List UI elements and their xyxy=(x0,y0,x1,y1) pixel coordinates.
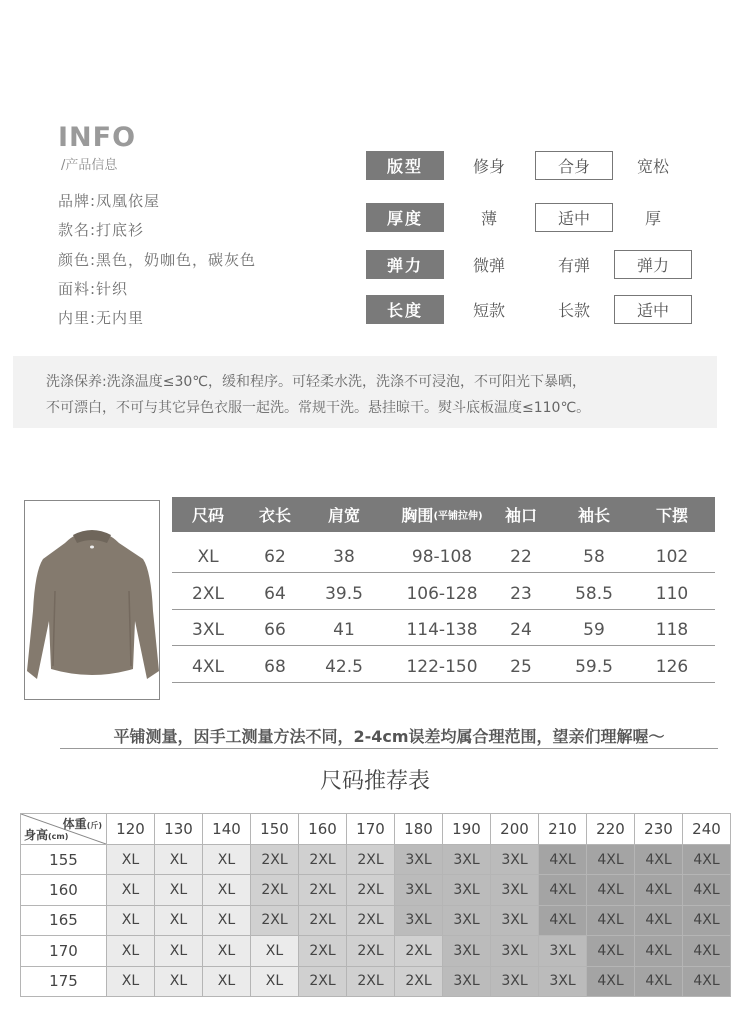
weight-header-cell: 120 xyxy=(106,813,155,845)
size-recommend-cell: 4XL xyxy=(634,844,683,875)
size-recommend-cell: XL xyxy=(202,935,251,966)
size-recommend-cell: XL xyxy=(202,905,251,936)
size-recommend-cell: 3XL xyxy=(538,935,587,966)
measurement-note: 平铺测量，因手工测量方法不同，2-4cm误差均属合理范围，望亲们理解喔～ xyxy=(113,727,665,746)
size-table-cell: 41 xyxy=(333,620,355,640)
size-header-cell xyxy=(496,497,546,532)
weight-header-cell: 240 xyxy=(682,813,731,845)
size-recommend-cell: XL xyxy=(202,874,251,905)
attr-fabric: 面料:针织 xyxy=(58,280,129,298)
feature-option: 薄 xyxy=(480,209,497,228)
size-header-cell xyxy=(564,497,624,532)
size-recommend-cell: 3XL xyxy=(442,935,491,966)
size-header-cell xyxy=(245,497,305,532)
size-table-cell: 66 xyxy=(264,620,286,640)
weight-header-cell: 140 xyxy=(202,813,251,845)
size-recommend-cell: 3XL xyxy=(538,966,587,997)
size-recommend-cell: 4XL xyxy=(538,844,587,875)
size-recommend-cell: 4XL xyxy=(634,935,683,966)
size-recommend-cell: 4XL xyxy=(682,905,731,936)
height-row-label: 155 xyxy=(20,844,107,875)
size-recommend-cell: 4XL xyxy=(682,966,731,997)
size-table-cell: 22 xyxy=(510,547,532,567)
size-table-cell: 68 xyxy=(264,657,286,677)
corner-height-label xyxy=(24,826,68,843)
size-table-cell: 2XL xyxy=(192,584,224,604)
feature-label: 弹力 xyxy=(366,250,444,279)
size-recommend-cell: 2XL xyxy=(394,966,443,997)
size-recommend-cell: 4XL xyxy=(586,905,635,936)
size-recommend-cell: XL xyxy=(154,905,203,936)
height-row-label: 175 xyxy=(20,966,107,997)
recommend-title: 尺码推荐表 xyxy=(319,769,430,794)
feature-option: 弹力 xyxy=(614,250,692,279)
size-table-cell: 39.5 xyxy=(325,584,363,604)
size-recommend-cell: 4XL xyxy=(586,966,635,997)
size-recommend-cell: XL xyxy=(250,966,299,997)
size-recommend-cell: 3XL xyxy=(490,874,539,905)
size-recommend-cell: 2XL xyxy=(346,935,395,966)
size-recommend-cell: 2XL xyxy=(250,905,299,936)
weight-header-cell: 190 xyxy=(442,813,491,845)
size-table-cell: 58.5 xyxy=(575,584,613,604)
feature-label: 厚度 xyxy=(366,203,444,232)
size-recommend-cell: 2XL xyxy=(298,905,347,936)
size-table-cell: 98-108 xyxy=(411,547,473,567)
feature-option: 修身 xyxy=(472,157,505,176)
care-instructions xyxy=(13,356,717,428)
feature-option: 宽松 xyxy=(636,157,669,176)
size-recommend-cell: 3XL xyxy=(442,874,491,905)
weight-header-cell: 210 xyxy=(538,813,587,845)
size-recommend-cell: 2XL xyxy=(394,935,443,966)
size-recommend-cell: 3XL xyxy=(490,905,539,936)
size-table-cell: 59 xyxy=(583,620,605,640)
size-recommend-cell: 4XL xyxy=(586,844,635,875)
size-header-label: 下摆 xyxy=(655,506,688,525)
size-recommend-cell: XL xyxy=(202,844,251,875)
size-header-label: 胸围 xyxy=(401,506,434,525)
feature-option: 有弹 xyxy=(557,256,590,275)
info-subtitle: /产品信息 xyxy=(61,158,118,173)
size-header-cell xyxy=(178,497,238,532)
size-table-cell: 4XL xyxy=(192,657,224,677)
corner-height-unit: (cm) xyxy=(48,832,69,841)
size-recommend-cell: 2XL xyxy=(298,966,347,997)
size-recommend-cell: 3XL xyxy=(442,966,491,997)
size-recommend-cell: 3XL xyxy=(442,844,491,875)
size-recommend-cell: 4XL xyxy=(538,874,587,905)
size-recommend-cell: 4XL xyxy=(682,874,731,905)
feature-option: 适中 xyxy=(535,203,613,232)
feature-label: 长度 xyxy=(366,295,444,324)
attr-brand: 品牌:凤凰依屋 xyxy=(58,192,161,210)
size-header-label: 衣长 xyxy=(258,506,291,525)
size-recommend-cell: 3XL xyxy=(394,905,443,936)
size-recommend-cell: 2XL xyxy=(250,874,299,905)
size-recommend-cell: 2XL xyxy=(346,905,395,936)
size-recommend-cell: XL xyxy=(106,844,155,875)
size-recommend-cell: XL xyxy=(154,874,203,905)
care-line-1: 洗涤保养:洗涤温度≤30℃，缓和程序。可轻柔水洗，洗涤不可浸泡，不可阳光下暴晒， xyxy=(46,374,586,390)
size-recommend-cell: XL xyxy=(154,935,203,966)
size-header-label: 肩宽 xyxy=(327,506,360,525)
size-row-divider xyxy=(172,609,715,610)
size-recommend-cell: 2XL xyxy=(250,844,299,875)
size-table-cell: 126 xyxy=(655,657,689,677)
size-recommend-cell: XL xyxy=(154,966,203,997)
size-table-cell: 38 xyxy=(333,547,355,567)
size-recommend-cell: 2XL xyxy=(346,966,395,997)
size-recommend-cell: XL xyxy=(106,935,155,966)
attr-style: 款名:打底衫 xyxy=(58,221,145,239)
size-table-cell: 118 xyxy=(655,620,689,640)
info-title: INFO xyxy=(58,122,137,153)
size-table-cell: 102 xyxy=(655,547,689,567)
size-header-cell xyxy=(314,497,374,532)
size-header-cell xyxy=(387,497,497,532)
attr-lining: 内里:无内里 xyxy=(58,309,145,327)
size-table-cell: 122-150 xyxy=(406,657,478,677)
size-recommend-cell: 2XL xyxy=(346,844,395,875)
size-table-cell: 23 xyxy=(510,584,532,604)
note-divider xyxy=(60,748,718,749)
size-table-cell: 110 xyxy=(655,584,689,604)
size-table-cell: 114-138 xyxy=(406,620,478,640)
weight-header-cell: 200 xyxy=(490,813,539,845)
size-table-cell: 3XL xyxy=(192,620,224,640)
size-header-label: 袖口 xyxy=(504,506,537,525)
size-recommend-cell: 4XL xyxy=(586,935,635,966)
corner-weight-unit: (斤) xyxy=(86,821,102,830)
size-row-divider xyxy=(172,572,715,573)
size-table-cell: 64 xyxy=(264,584,286,604)
weight-header-cell: 170 xyxy=(346,813,395,845)
size-table-cell: 42.5 xyxy=(325,657,363,677)
size-table-cell: 62 xyxy=(264,547,286,567)
size-table-cell: 58 xyxy=(583,547,605,567)
height-row-label: 170 xyxy=(20,935,107,966)
weight-header-cell: 160 xyxy=(298,813,347,845)
size-recommend-cell: XL xyxy=(250,935,299,966)
feature-option: 长款 xyxy=(557,301,590,320)
size-recommend-cell: 2XL xyxy=(298,874,347,905)
height-row-label: 165 xyxy=(20,905,107,936)
corner-height: 身高 xyxy=(24,828,49,842)
weight-header-cell: 230 xyxy=(634,813,683,845)
size-table-cell: 24 xyxy=(510,620,532,640)
size-recommend-cell: 3XL xyxy=(394,874,443,905)
corner-weight-label xyxy=(63,815,102,832)
size-recommend-cell: 4XL xyxy=(634,905,683,936)
size-recommend-cell: 4XL xyxy=(634,874,683,905)
size-recommend-cell: 3XL xyxy=(490,844,539,875)
size-recommend-cell: 3XL xyxy=(442,905,491,936)
size-table-cell: 106-128 xyxy=(406,584,478,604)
size-table-cell: 25 xyxy=(510,657,532,677)
size-header-label: 袖长 xyxy=(577,506,610,525)
size-row-divider xyxy=(172,682,715,683)
product-photo xyxy=(24,500,160,700)
size-recommend-cell: 4XL xyxy=(634,966,683,997)
size-recommend-cell: 3XL xyxy=(490,966,539,997)
attr-color: 颜色:黑色，奶咖色，碳灰色 xyxy=(58,251,257,269)
size-header-label: 尺码 xyxy=(191,506,224,525)
size-recommend-cell: XL xyxy=(106,874,155,905)
feature-option: 合身 xyxy=(535,151,613,180)
size-recommend-cell: 2XL xyxy=(298,935,347,966)
size-table-cell: XL xyxy=(197,547,219,567)
feature-option: 适中 xyxy=(614,295,692,324)
size-table-header xyxy=(172,497,715,532)
weight-header-cell: 150 xyxy=(250,813,299,845)
feature-option: 微弹 xyxy=(472,256,505,275)
weight-header-cell: 130 xyxy=(154,813,203,845)
size-header-cell xyxy=(642,497,702,532)
feature-option: 厚 xyxy=(644,209,661,228)
size-recommend-cell: 4XL xyxy=(682,844,731,875)
size-recommend-cell: 2XL xyxy=(298,844,347,875)
size-recommend-cell: XL xyxy=(106,966,155,997)
chest-note: (平铺拉伸) xyxy=(433,511,483,522)
weight-header-cell: 180 xyxy=(394,813,443,845)
grid-corner xyxy=(20,813,107,845)
size-recommend-cell: 3XL xyxy=(490,935,539,966)
size-recommend-cell: 4XL xyxy=(586,874,635,905)
size-recommend-cell: XL xyxy=(106,905,155,936)
size-row-divider xyxy=(172,645,715,646)
feature-option: 短款 xyxy=(472,301,505,320)
care-line-2: 不可漂白，不可与其它异色衣服一起洗。常规干洗。悬挂晾干。熨斗底板温度≤110℃。 xyxy=(46,400,591,416)
corner-weight: 体重 xyxy=(62,817,87,831)
size-recommend-cell: XL xyxy=(202,966,251,997)
weight-header-cell: 220 xyxy=(586,813,635,845)
height-row-label: 160 xyxy=(20,874,107,905)
size-recommend-cell: XL xyxy=(154,844,203,875)
feature-label: 版型 xyxy=(366,151,444,180)
size-table-cell: 59.5 xyxy=(575,657,613,677)
size-recommend-cell: 4XL xyxy=(682,935,731,966)
size-recommend-cell: 2XL xyxy=(346,874,395,905)
size-recommend-cell: 4XL xyxy=(538,905,587,936)
size-recommend-cell: 3XL xyxy=(394,844,443,875)
